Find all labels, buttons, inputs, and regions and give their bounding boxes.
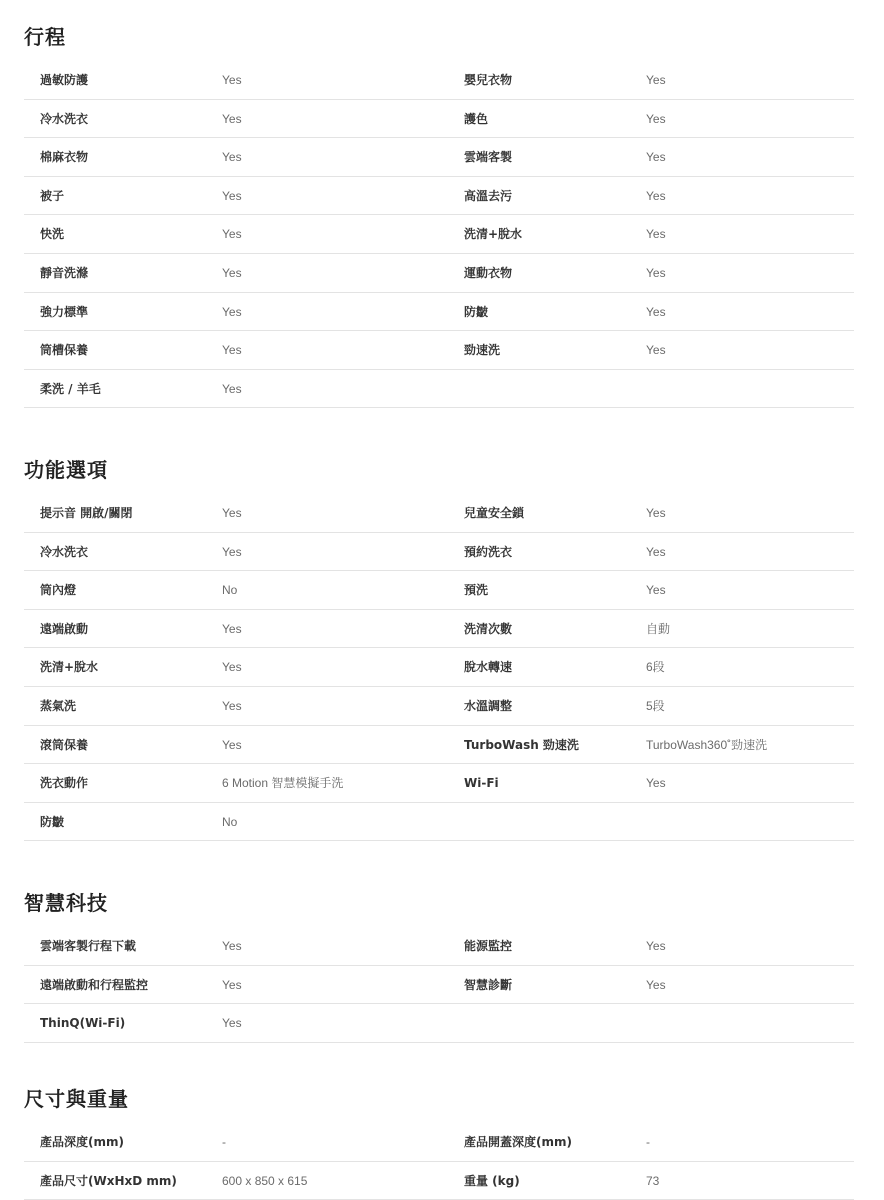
spec-value: Yes bbox=[646, 544, 666, 559]
spec-value: Yes bbox=[222, 698, 242, 713]
spec-row bbox=[24, 1162, 854, 1200]
spec-label: 過敏防護 bbox=[40, 73, 89, 87]
spec-label: 產品深度(mm) bbox=[40, 1135, 124, 1149]
spec-row bbox=[24, 494, 854, 533]
spec-row bbox=[24, 726, 854, 765]
spec-value: No bbox=[222, 583, 238, 598]
spec-label: 蒸氣洗 bbox=[40, 698, 77, 713]
spec-label: 脫水轉速 bbox=[464, 660, 513, 675]
spec-label: 棉麻衣物 bbox=[40, 150, 89, 165]
spec-table bbox=[24, 927, 854, 1043]
spec-value: Yes bbox=[222, 1016, 242, 1031]
spec-label: 遠端啟動 bbox=[40, 621, 89, 636]
spec-row bbox=[24, 533, 854, 572]
section-title: 行程 bbox=[24, 25, 66, 49]
spec-value: Yes bbox=[222, 977, 242, 992]
spec-label: 勁速洗 bbox=[464, 343, 501, 358]
spec-value: Yes bbox=[222, 737, 242, 752]
spec-value: TurboWash360˚勁速洗 bbox=[646, 737, 768, 752]
spec-value: Yes bbox=[222, 381, 242, 396]
spec-label: 冷水洗衣 bbox=[40, 544, 89, 559]
spec-label: 防皺 bbox=[40, 814, 65, 829]
spec-label: 快洗 bbox=[40, 227, 65, 242]
spec-value: 73 bbox=[646, 1173, 660, 1188]
spec-label: 水溫調整 bbox=[464, 698, 513, 713]
spec-row bbox=[24, 966, 854, 1005]
spec-row bbox=[24, 803, 854, 842]
spec-value: Yes bbox=[222, 544, 242, 559]
spec-row bbox=[24, 571, 854, 610]
spec-label: 柔洗 / 羊毛 bbox=[40, 381, 101, 396]
spec-value: Yes bbox=[646, 227, 666, 242]
spec-label: 兒童安全鎖 bbox=[464, 506, 525, 520]
spec-value: Yes bbox=[222, 150, 242, 165]
spec-row bbox=[24, 1123, 854, 1162]
spec-label: 防皺 bbox=[464, 304, 489, 319]
spec-label: 洗衣動作 bbox=[40, 776, 89, 791]
spec-label: Wi-Fi bbox=[464, 776, 499, 791]
spec-label: 靜音洗滌 bbox=[40, 265, 89, 280]
spec-row bbox=[24, 177, 854, 216]
spec-value: 6段 bbox=[646, 660, 665, 675]
spec-value: Yes bbox=[646, 776, 666, 791]
spec-value: Yes bbox=[646, 265, 666, 280]
spec-value: Yes bbox=[646, 150, 666, 165]
spec-label: 運動衣物 bbox=[464, 265, 513, 280]
spec-row bbox=[24, 370, 854, 409]
spec-value: 自動 bbox=[646, 621, 671, 636]
spec-label: 遠端啟動和行程監控 bbox=[40, 977, 149, 992]
spec-value: Yes bbox=[222, 188, 242, 203]
spec-value: Yes bbox=[222, 660, 242, 675]
spec-label: 洗清+脫水 bbox=[40, 660, 99, 675]
spec-row bbox=[24, 138, 854, 177]
spec-value: Yes bbox=[646, 583, 666, 598]
spec-value: Yes bbox=[646, 73, 666, 87]
spec-value: Yes bbox=[646, 188, 666, 203]
spec-label: 洗清次數 bbox=[464, 621, 513, 636]
spec-label: 提示音 開啟/關閉 bbox=[40, 506, 133, 520]
spec-row bbox=[24, 293, 854, 332]
spec-value: Yes bbox=[222, 73, 242, 87]
spec-row bbox=[24, 1004, 854, 1043]
spec-row bbox=[24, 764, 854, 803]
spec-row bbox=[24, 648, 854, 687]
spec-label: 筒內燈 bbox=[40, 583, 77, 598]
spec-label: ThinQ(Wi-Fi) bbox=[40, 1016, 126, 1031]
spec-value: 600 x 850 x 615 bbox=[222, 1173, 308, 1188]
spec-label: 預洗 bbox=[464, 583, 489, 598]
spec-table bbox=[24, 61, 854, 408]
spec-value: Yes bbox=[646, 506, 666, 520]
spec-label: 高溫去污 bbox=[464, 188, 513, 203]
spec-row bbox=[24, 100, 854, 139]
spec-label: 預約洗衣 bbox=[464, 544, 513, 559]
spec-value: Yes bbox=[222, 111, 242, 126]
spec-table bbox=[24, 494, 854, 841]
spec-label: 滾筒保養 bbox=[40, 737, 89, 752]
spec-value: Yes bbox=[222, 939, 242, 953]
spec-value: Yes bbox=[222, 304, 242, 319]
spec-label: 產品尺寸(WxHxD mm) bbox=[40, 1173, 177, 1188]
spec-value: Yes bbox=[222, 227, 242, 242]
spec-label: TurboWash 勁速洗 bbox=[464, 737, 579, 752]
spec-value: 6 Motion 智慧模擬手洗 bbox=[222, 776, 344, 791]
spec-value: Yes bbox=[646, 111, 666, 126]
section-title: 功能選項 bbox=[24, 458, 108, 482]
spec-label: 嬰兒衣物 bbox=[464, 73, 513, 87]
spec-value: Yes bbox=[646, 977, 666, 992]
spec-value: - bbox=[646, 1135, 650, 1149]
spec-label: 雲端客製行程下載 bbox=[40, 939, 137, 953]
spec-value: Yes bbox=[646, 939, 666, 953]
spec-value: Yes bbox=[222, 265, 242, 280]
spec-label: 筒槽保養 bbox=[40, 343, 89, 358]
spec-label: 洗清+脫水 bbox=[464, 227, 523, 242]
spec-row bbox=[24, 331, 854, 370]
spec-value: Yes bbox=[222, 621, 242, 636]
spec-value: 5段 bbox=[646, 698, 665, 713]
spec-row bbox=[24, 61, 854, 100]
spec-label: 重量 (kg) bbox=[464, 1173, 520, 1188]
spec-label: 強力標準 bbox=[40, 304, 89, 319]
spec-table bbox=[24, 1123, 854, 1200]
spec-label: 被子 bbox=[40, 188, 65, 203]
spec-row bbox=[24, 215, 854, 254]
spec-label: 產品開蓋深度(mm) bbox=[464, 1135, 572, 1149]
spec-row bbox=[24, 610, 854, 649]
spec-value: Yes bbox=[222, 343, 242, 358]
spec-label: 雲端客製 bbox=[464, 150, 513, 165]
spec-value: Yes bbox=[646, 343, 666, 358]
spec-value: Yes bbox=[646, 304, 666, 319]
spec-row bbox=[24, 254, 854, 293]
spec-label: 能源監控 bbox=[464, 939, 513, 953]
spec-label: 冷水洗衣 bbox=[40, 111, 89, 126]
spec-label: 智慧診斷 bbox=[464, 977, 513, 992]
spec-value: No bbox=[222, 814, 238, 829]
spec-value: - bbox=[222, 1135, 226, 1149]
spec-row bbox=[24, 927, 854, 966]
section-title: 智慧科技 bbox=[24, 891, 108, 915]
spec-label: 護色 bbox=[464, 111, 489, 126]
section-title: 尺寸與重量 bbox=[24, 1087, 129, 1111]
spec-row bbox=[24, 687, 854, 726]
spec-value: Yes bbox=[222, 506, 242, 520]
